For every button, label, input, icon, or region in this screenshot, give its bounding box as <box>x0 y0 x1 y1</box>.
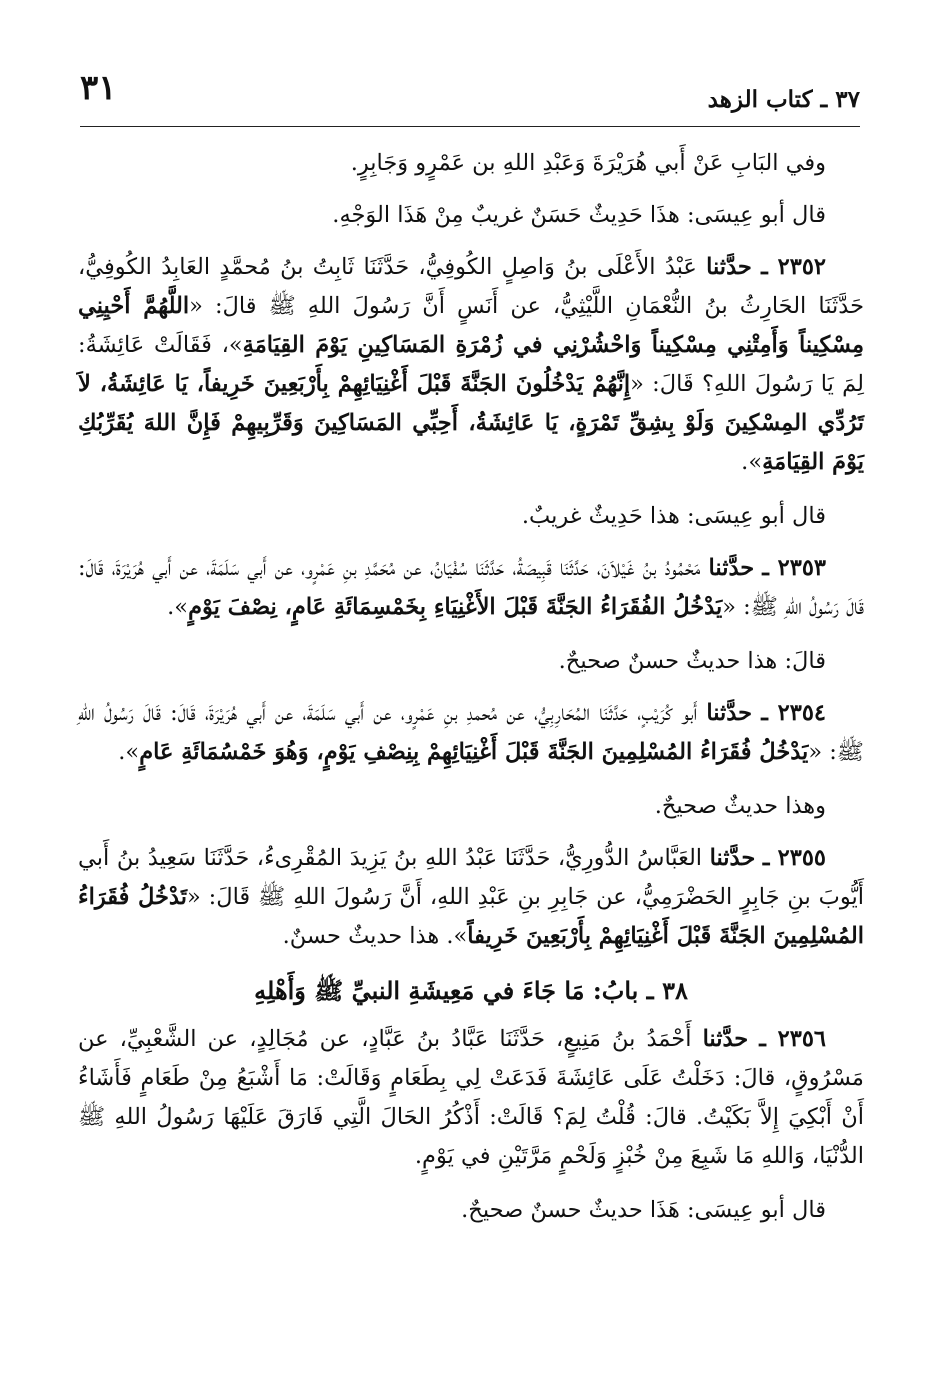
hadith-2354 <box>78 694 864 772</box>
chapter-heading: ٣٨ ـ بابُ: مَا جَاءَ في مَعِيشَةِ النبيِّ ﷺ وَأَهْلِهِ <box>254 976 688 1005</box>
quote-close: ». <box>167 594 189 620</box>
matn: تَدْخُلُ فُقَرَاءُ المُسْلِمِينَ الجَنَّةَ قَبْلَ أَغْنِيَائِهِمْ بِأَرْبَعِينَ خَرِيفاً <box>78 884 864 949</box>
grading-note: قال أبو عِيسَى: هَذَا حديثٌ حسنٌ صحيحٌ. <box>461 1197 826 1223</box>
haddathana-label: حدَّثنا <box>709 845 756 871</box>
hadith-2352 <box>78 248 864 482</box>
isnad: العَبَّاسُ الدُّورِيُّ، حَدَّثَنَا عَبْدُ اللهِ بنُ يَزِيدَ المُقْرِىءُ، حَدَّثَنَا سَعِيدُ بنُ أَبي أَيُّوبَ بنِ جَابِرٍ الحَضْرَمِيُّ، عن جَابِرِ بنِ عَبْدِ اللهِ، أَنَّ رَسُولَ اللهِ ﷺ قَالَ: « <box>78 845 864 910</box>
isnad: أَبو كُرَيْبٍ، حَدَّثَنَا المُحَارِبِيُّ، عن مُحمدِ بنِ عَمْرٍو، عن أَبي سَلَمَةَ، عن أَبي هُرَيْرَةَ، قَالَ: قَالَ رَسُولُ اللهِ ﷺ: « <box>78 700 864 765</box>
matn: اللَّهُمَّ أَحْيِنِي مِسْكِيناً وَأَمِتْنِي مِسْكِيناً وَاحْشُرْنِي في زُمْرَةِ المَسَاكِينِ يَوْمَ القِيَامَةِ <box>78 293 864 358</box>
running-chapter-title: ٣٧ ـ كتاب الزهد <box>707 86 860 113</box>
text-line: وفي البَابِ عَنْ أَبي هُرَيْرَةَ وَعَبْدِ اللهِ بن عَمْرٍو وَجَابِرٍ. <box>350 150 826 176</box>
quote-close: ». <box>118 739 140 765</box>
haddathana-label: حدَّثنا <box>708 555 755 581</box>
grading-note: وهذا حديثٌ صحيحٌ. <box>654 793 826 819</box>
isnad: عَبْدُ الأَعْلَى بنُ وَاصِلٍ الكُوفِيُّ، حَدَّثَنَا ثَابِتُ بنُ مُحمَّدٍ العَابِدُ الكُوفِيُّ، حَدَّثَنَا الحَارِثُ بنُ النُّعْمَانِ اللَّيْثِيُّ، عن أَنَسٍ أَنَّ رَسُولَ اللهِ ﷺ قالَ: « <box>78 254 864 319</box>
page-number: ٣١ <box>80 68 117 108</box>
page-body <box>78 144 864 1243</box>
grading-note: قال أبو عِيسَى: هذا حَدِيثٌ غريبٌ. <box>521 503 826 529</box>
hadith-text: أَحْمَدُ بنُ مَنِيعٍ، حَدَّثَنَا عَبَّادُ بنُ عَبَّادٍ، عن مُجَالِدٍ، عن الشَّعْبِيِّ، عن مَسْرُوقٍ، قالَ: دَخَلْتُ عَلَى عَائِشَةَ فَدَعَتْ لِي بِطَعَامٍ وَقَالَتْ: مَا أَشْبَعُ مِنْ طَعَامٍ فَأَشَاءُ أَنْ أَبْكِيَ إِلاَّ بَكَيْتُ. قالَ: قُلْتُ لِمَ؟ قَالَتْ: أَذْكُرُ الحَالَ الَّتِي فَارَقَ عَلَيْهَا رَسُولُ اللهِ ﷺ الدُّنْيَا، وَاللهِ مَا شَبِعَ مِنْ خُبْزٍ وَلَحْمٍ مَرَّتَيْنِ في يَوْمٍ. <box>78 1026 864 1169</box>
hadith-2353 <box>78 549 864 627</box>
hadith-2356 <box>78 1020 864 1176</box>
hadith-number: ٢٣٥٤ ـ <box>761 700 827 726</box>
quote-close: ». هذا حديثٌ حسنٌ. <box>282 923 468 949</box>
haddathana-label: حدَّثنا <box>706 700 753 726</box>
isnad: مَحْمُودُ بنُ غَيْلاَنَ، حَدَّثَنَا قَبِيصَةُ، حَدَّثَنَا سُفْيَانُ، عن مُحَمَّدِ بنِ عَمْرٍو، عن أَبي سَلَمَةَ، عن أَبي هُرَيْرَةَ، قَالَ: قَالَ رَسُولُ اللهِ ﷺ: « <box>78 555 864 620</box>
hadith-number: ٢٣٥٥ ـ <box>762 845 826 871</box>
matn: يَدْخُلُ فُقَرَاءُ المُسْلِمِينَ الجَنَّةَ قَبْلَ أَغْنِيَائِهِمْ بِنِصْفِ يَوْمٍ، وَهُوَ خَمْسُمَائَةِ عَامٍ <box>139 739 809 765</box>
narration-connector: »، فَقَالَتْ عَائِشَةُ: لِمَ يَا رَسُولَ اللهِ؟ قَالَ: « <box>78 332 865 397</box>
matn: يَدْخُلُ الفُقَرَاءُ الجَنَّةَ قَبْلَ الأَغْنِيَاءِ بِخَمْسِمَائَةِ عَامٍ، نِصْفَ يَوْمٍ <box>188 594 723 620</box>
hadith-number: ٢٣٥٦ ـ <box>759 1026 826 1052</box>
page-header <box>80 64 860 127</box>
grading-note: قالَ: هذا حديثٌ حسنٌ صحيحٌ. <box>558 648 826 674</box>
matn: إِنَّهُمْ يَدْخُلُونَ الجَنَّةَ قَبْلَ أَغْنِيَائِهِمْ بِأَرْبَعِينَ خَرِيفاً، يَا عَائِشَةُ، لاَ تَرُدِّي المِسْكِينَ وَلَوْ بِشِقِّ تَمْرَةٍ، يَا عَائِشَةُ، أَحِبِّي المَسَاكِينَ وَقَرِّبِيهِمْ فَإِنَّ اللهَ يُقَرِّبُكِ يَوْمَ القِيَامَةِ <box>78 371 864 475</box>
haddathana-label: حدَّثنا <box>702 1026 749 1052</box>
quote-close: ». <box>741 449 763 475</box>
hadith-number: ٢٣٥٣ ـ <box>762 555 826 581</box>
hadith-number: ٢٣٥٢ ـ <box>761 254 826 280</box>
haddathana-label: حدَّثنا <box>706 254 752 280</box>
hadith-2355 <box>78 839 864 956</box>
grading-note: قال أبو عِيسَى: هذَا حَدِيثٌ حَسَنٌ غريبٌ مِنْ هَذَا الوَجْهِ. <box>332 202 826 228</box>
